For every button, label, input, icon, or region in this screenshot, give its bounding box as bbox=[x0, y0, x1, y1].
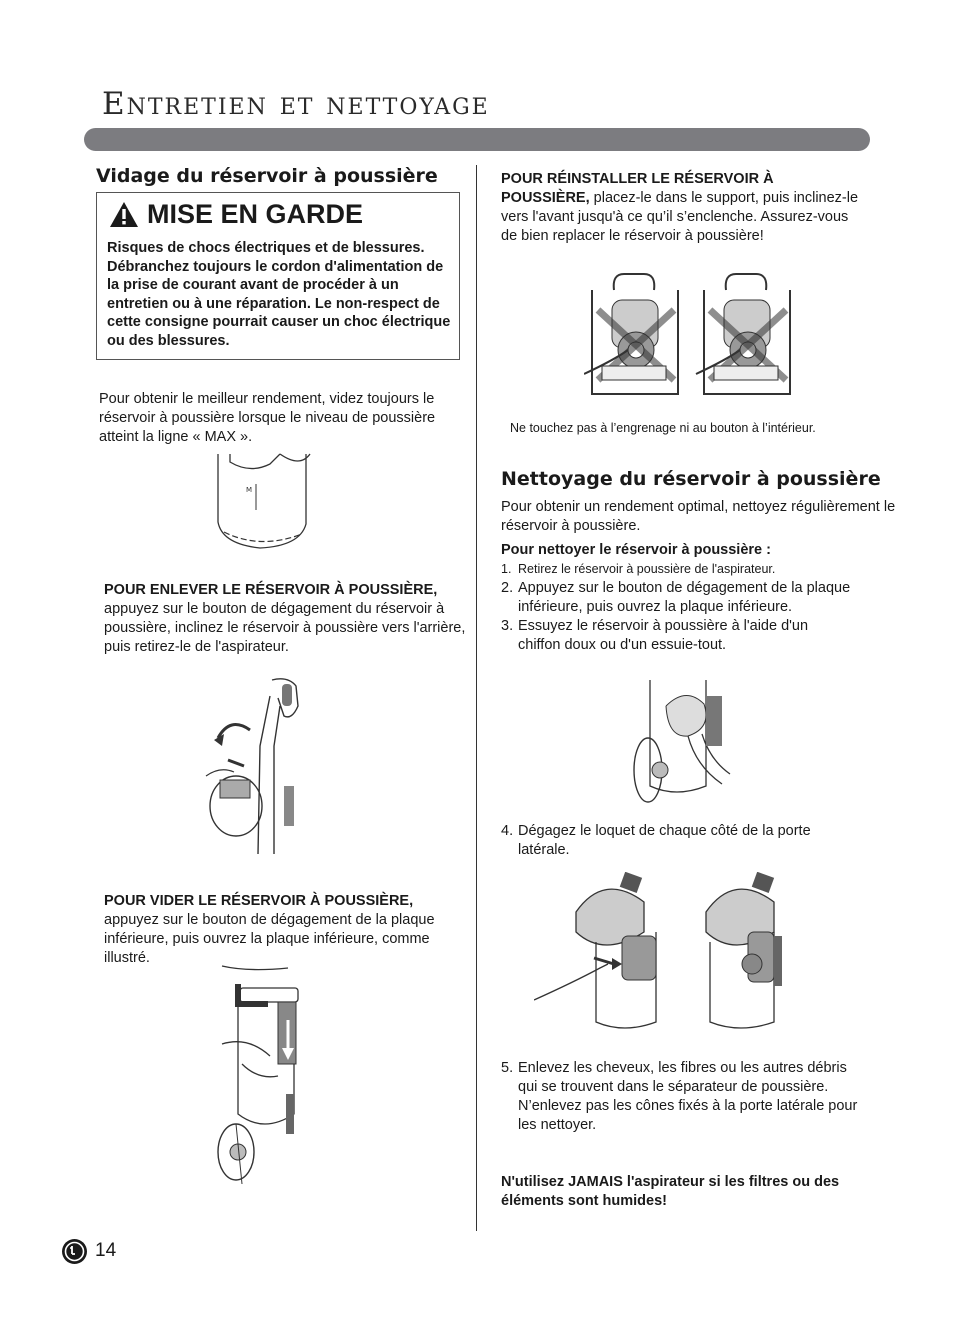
warning-box bbox=[96, 192, 460, 360]
steps-list-5 bbox=[501, 1059, 861, 1135]
column-divider bbox=[476, 165, 477, 1231]
remove-bin-illustration bbox=[200, 676, 310, 856]
empty-lead: POUR VIDER LE RÉSERVOIR À POUSSIÈRE, bbox=[104, 893, 414, 909]
title-bar bbox=[84, 128, 870, 151]
list-item-step-4 bbox=[501, 822, 851, 860]
gear-warning-illustration bbox=[584, 270, 800, 402]
empty-instructions bbox=[104, 892, 468, 968]
step-text: Dégagez le loquet de chaque côté de la porte latérale. bbox=[518, 823, 811, 858]
step-text: Essuyez le réservoir à poussière à l'aide d'un chiffon doux ou d'un essuie-tout. bbox=[518, 618, 809, 653]
list-item-step-2 bbox=[501, 579, 851, 617]
side-door-latch-illustration bbox=[534, 872, 784, 1032]
step-number: 2. bbox=[501, 580, 514, 596]
dust-bin-max-illustration bbox=[210, 452, 320, 552]
open-bottom-plate-illustration bbox=[208, 964, 318, 1186]
page-number: 14 bbox=[95, 1240, 117, 1261]
step-text: Retirez le réservoir à poussière de l'aspirateur. bbox=[518, 562, 776, 576]
step-extra-text: N’enlevez pas les cônes fixés à la porte latérale pour les nettoyer. bbox=[518, 1098, 858, 1133]
step-number: 3. bbox=[501, 618, 514, 634]
emptying-intro: Pour obtenir le meilleur rendement, videz toujours le réservoir à poussière lorsque le niveau de poussière atteint la ligne « MAX ». bbox=[99, 391, 436, 445]
reinstall-instructions bbox=[501, 170, 861, 246]
section-heading-cleaning: Nettoyage du réservoir à poussière bbox=[501, 468, 881, 490]
wipe-bin-illustration bbox=[626, 676, 732, 808]
steps-title: Pour nettoyer le réservoir à poussière : bbox=[501, 542, 771, 558]
lg-logo-icon bbox=[62, 1239, 87, 1264]
remove-instructions bbox=[104, 581, 468, 657]
list-item-step-1 bbox=[501, 560, 851, 579]
reinstall-text: placez-le dans le support, puis inclinez-le vers l'avant jusqu'à ce qu’il s’enclenche. Assurez-vous de bien replacer le réservoir à poussière! bbox=[501, 190, 859, 244]
gear-caption: Ne touchez pas à l’engrenage ni au bouton à l’intérieur. bbox=[510, 421, 816, 435]
list-item-step-5 bbox=[501, 1059, 861, 1135]
svg-text:M: M bbox=[246, 486, 253, 494]
warning-title: MISE EN GARDE bbox=[147, 199, 364, 229]
step-text: Enlevez les cheveux, les fibres ou les autres débris qui se trouvent dans le séparateur de poussière. bbox=[518, 1060, 847, 1095]
warning-triangle-icon bbox=[109, 201, 139, 228]
warning-text: Risques de chocs électriques et de blessures. Débranchez toujours le cordon d'alimentation de la prise de courant avant de procéder à un entretien ou à une réparation. Le non-respect de cette consigne pourrait causer un choc électrique ou des blessures. bbox=[107, 240, 451, 349]
remove-lead: POUR ENLEVER LE RÉSERVOIR À POUSSIÈRE, bbox=[104, 582, 438, 598]
remove-text: appuyez sur le bouton de dégagement du réservoir à poussière, inclinez le réservoir à poussière vers l'arrière, puis retirez-le de l'aspirateur. bbox=[104, 601, 466, 655]
step-text: Appuyez sur le bouton de dégagement de la plaque inférieure, puis ouvrez la plaque inférieure. bbox=[518, 580, 851, 615]
empty-text: appuyez sur le bouton de dégagement de la plaque inférieure, puis ouvrez la plaque inférieure, comme illustré. bbox=[104, 912, 435, 966]
steps-list-4 bbox=[501, 822, 851, 860]
cleaning-intro: Pour obtenir un rendement optimal, nettoyez régulièrement le réservoir à poussière. bbox=[501, 499, 896, 534]
reinstall-lead: POUR RÉINSTALLER LE RÉSERVOIR À POUSSIÈRE, bbox=[501, 171, 774, 206]
section-heading-emptying: Vidage du réservoir à poussière bbox=[96, 165, 438, 187]
page-title: Entretien et nettoyage bbox=[102, 86, 490, 122]
steps-list-1-3 bbox=[501, 560, 851, 655]
step-number: 4. bbox=[501, 823, 514, 839]
final-warning: N'utilisez JAMAIS l'aspirateur si les filtres ou des éléments sont humides! bbox=[501, 1174, 840, 1209]
warning-title-row bbox=[109, 199, 363, 230]
list-item-step-3 bbox=[501, 617, 851, 655]
step-number: 1. bbox=[501, 562, 512, 576]
step-number: 5. bbox=[501, 1060, 514, 1076]
